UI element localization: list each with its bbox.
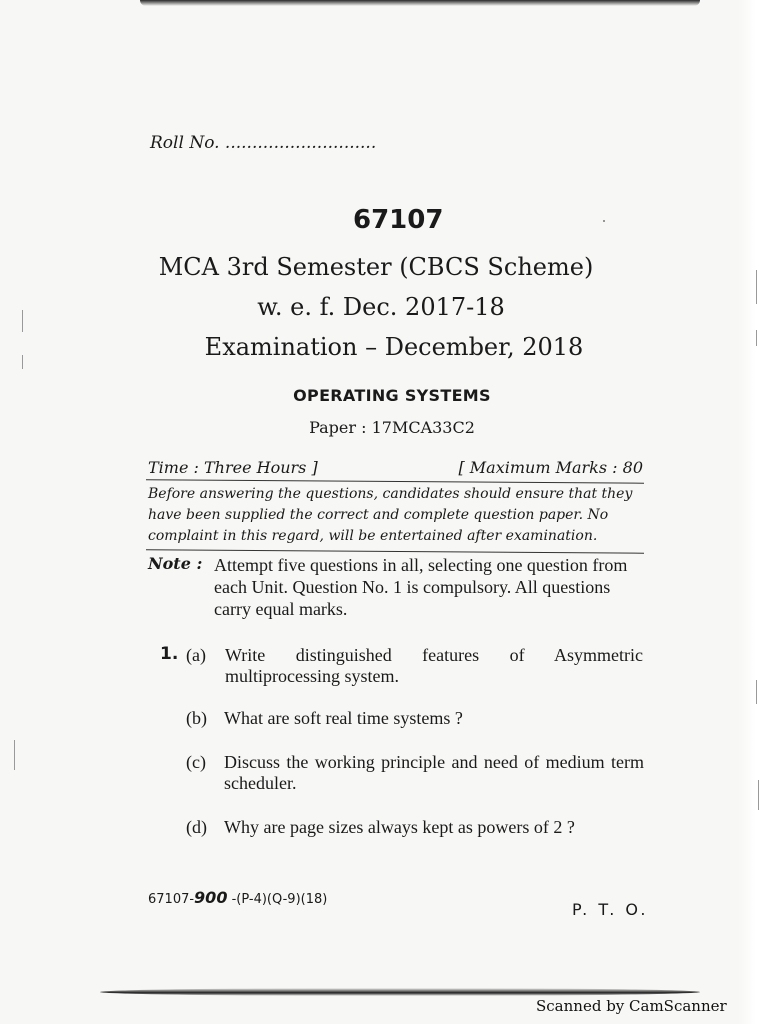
scan-dot — [603, 220, 605, 222]
question-label: (a) — [186, 645, 206, 665]
question-number: 1. — [160, 644, 179, 664]
paper-code: 67107 — [353, 205, 444, 235]
question-label: (c) — [186, 752, 206, 772]
question-text: Discuss the working principle and need of medium term scheduler. — [224, 752, 644, 793]
exam-session: Examination – December, 2018 — [204, 333, 584, 361]
subject-title: OPERATING SYSTEMS — [293, 386, 491, 405]
note-label: Note : — [148, 554, 203, 573]
time-marks-row — [148, 458, 643, 477]
scan-top-shadow — [140, 0, 700, 6]
paper-id: Paper : 17MCA33C2 — [309, 418, 475, 437]
scanner-watermark: Scanned by CamScanner — [536, 997, 727, 1015]
scan-bottom-shadow — [100, 988, 700, 996]
handwritten-count: 900 — [194, 888, 228, 907]
roll-number-field: Roll No. ............................ — [150, 133, 377, 153]
footer-paper-code — [148, 888, 327, 907]
note-text: Attempt five questions in all, selecting one question from each Unit. Question No. 1 is compulsory. All questions carry equal marks. — [214, 555, 628, 619]
scan-mark — [756, 680, 757, 704]
pto-label: P. T. O. — [572, 900, 649, 919]
course-title: MCA 3rd Semester (CBCS Scheme) — [158, 253, 594, 281]
candidate-instruction: Before answering the questions, candidates should ensure that they have been supplied the correct and complete question paper. No complaint in this regard, will be entertained after examination. — [148, 486, 633, 544]
question-label: (b) — [186, 708, 207, 728]
scan-right-edge — [738, 0, 768, 1024]
maximum-marks: [ Maximum Marks : 80 — [458, 458, 643, 477]
question-text: Why are page sizes always kept as powers of 2 ? — [224, 817, 575, 837]
scan-mark — [758, 780, 759, 810]
footer-code: 67107- — [148, 892, 195, 907]
time-allowed: Time : Three Hours ] — [148, 458, 318, 477]
question-label: (d) — [186, 817, 207, 837]
question-text: What are soft real time systems ? — [224, 708, 463, 728]
footer-suffix: -(P-4)(Q-9)(18) — [227, 892, 328, 907]
scheme-year: w. e. f. Dec. 2017-18 — [257, 293, 505, 321]
question-text: Write distinguished features of Asymmetric multiprocessing system. — [225, 645, 643, 686]
scan-mark — [14, 740, 15, 770]
